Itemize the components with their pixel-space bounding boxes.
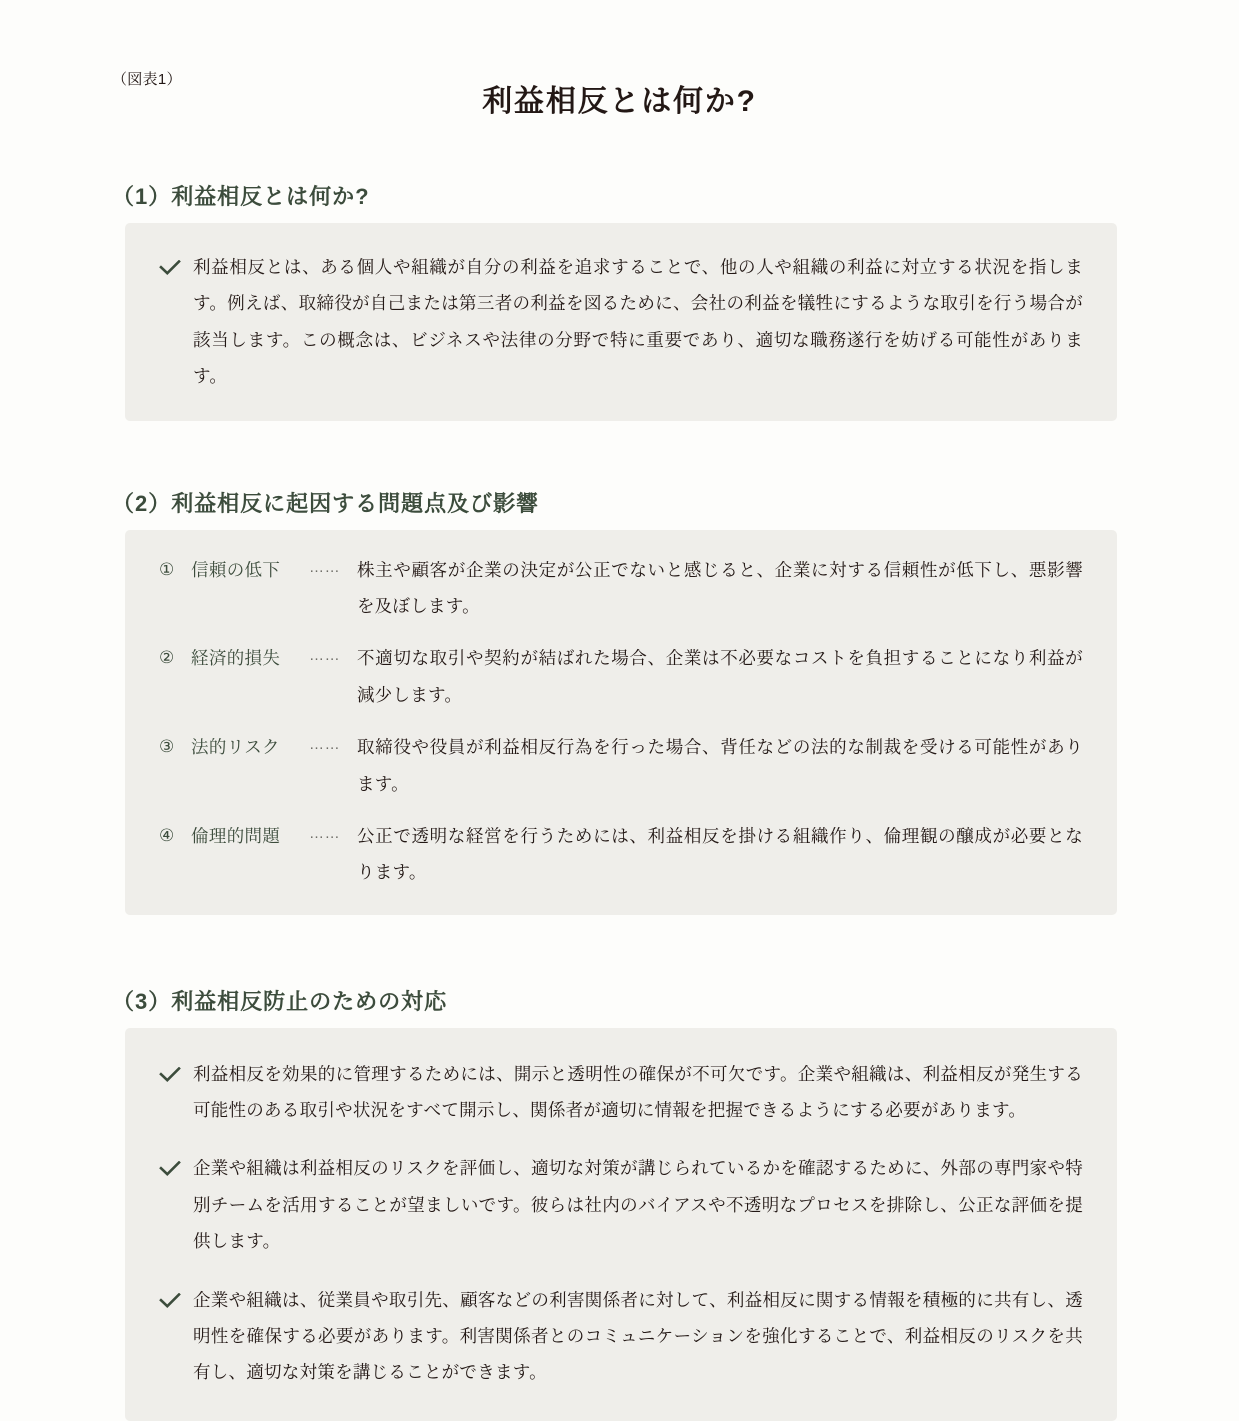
check-icon — [159, 1056, 193, 1083]
section-3-heading: （3）利益相反防止のための対応 — [112, 988, 448, 1014]
item-label: 倫理的問題 — [191, 825, 281, 846]
check-list-item — [159, 1150, 1083, 1259]
check-list-item-text: 企業や組織は、従業員や取引先、顧客などの利害関係者に対して、利益相反に関する情報を積極的に共有し、透明性を確保する必要があります。利害関係者とのコミュニケーションを強化することで、利益相反のリスクを共有し、適切な対策を講じることができます。 — [193, 1289, 1083, 1383]
check-list-item-text: 利益相反とは、ある個人や組織が自分の利益を追求することで、他の人や組織の利益に対立する状況を指します。例えば、取締役が自己または第三者の利益を図るために、会社の利益を犠牲にするような取引を行う場合が該当します。この概念は、ビジネスや法律の分野で特に重要であり、適切な職務遂行を妨げる可能性があります。 — [193, 257, 1083, 387]
numbered-list-item — [159, 729, 1083, 802]
section-1 — [0, 180, 1239, 421]
figure-label: （図表1） — [112, 71, 182, 88]
check-list-item — [159, 1282, 1083, 1391]
item-number: ④ — [159, 825, 175, 845]
item-description: 株主や顧客が企業の決定が公正でないと感じると、企業に対する信頼性が低下し、悪影響を及ぼします。 — [357, 559, 1083, 616]
section-2-panel — [125, 530, 1117, 915]
item-description: 不適切な取引や契約が結ばれた場合、企業は不必要なコストを負担することになり利益が減少します。 — [357, 648, 1083, 705]
section-1-heading: （1）利益相反とは何か? — [112, 184, 370, 209]
item-number: ② — [159, 648, 175, 668]
item-label: 法的リスク — [191, 737, 280, 758]
leader-dots: …… — [309, 647, 341, 665]
item-number: ③ — [159, 737, 175, 757]
check-icon — [159, 249, 193, 276]
section-1-panel — [125, 223, 1117, 421]
numbered-list-item — [159, 818, 1083, 891]
section-3 — [0, 985, 1239, 1421]
document-header — [0, 0, 1239, 118]
section-2 — [0, 487, 1239, 915]
page-title: 利益相反とは何か? — [482, 85, 757, 119]
item-label: 経済的損失 — [191, 648, 281, 669]
item-label: 信頼の低下 — [191, 559, 281, 580]
numbered-list-item — [159, 640, 1083, 713]
leader-dots: …… — [309, 824, 341, 842]
check-icon — [159, 1150, 193, 1177]
numbered-list-item — [159, 552, 1083, 625]
check-list-item-text: 企業や組織は利益相反のリスクを評価し、適切な対策が講じられているかを確認するために、外部の専門家や特別チームを活用することが望ましいです。彼らは社内のバイアスや不透明なプロセスを排除し、公正な評価を提供します。 — [193, 1158, 1083, 1252]
check-list-item — [159, 1056, 1083, 1129]
leader-dots: …… — [309, 736, 341, 754]
section-2-heading: （2）利益相反に起因する問題点及び影響 — [112, 490, 540, 516]
item-number: ① — [159, 559, 175, 579]
item-description: 取締役や役員が利益相反行為を行った場合、背任などの法的な制裁を受ける可能性があります。 — [357, 737, 1083, 794]
check-list-item — [159, 249, 1083, 395]
check-list-item-text: 利益相反を効果的に管理するためには、開示と透明性の確保が不可欠です。企業や組織は、利益相反が発生する可能性のある取引や状況をすべて開示し、関係者が適切に情報を把握できるようにする必要があります。 — [193, 1063, 1083, 1121]
leader-dots: …… — [309, 558, 341, 576]
check-icon — [159, 1282, 193, 1309]
section-3-panel — [125, 1028, 1117, 1421]
item-description: 公正で透明な経営を行うためには、利益相反を掛ける組織作り、倫理観の醸成が必要となります。 — [357, 825, 1083, 883]
